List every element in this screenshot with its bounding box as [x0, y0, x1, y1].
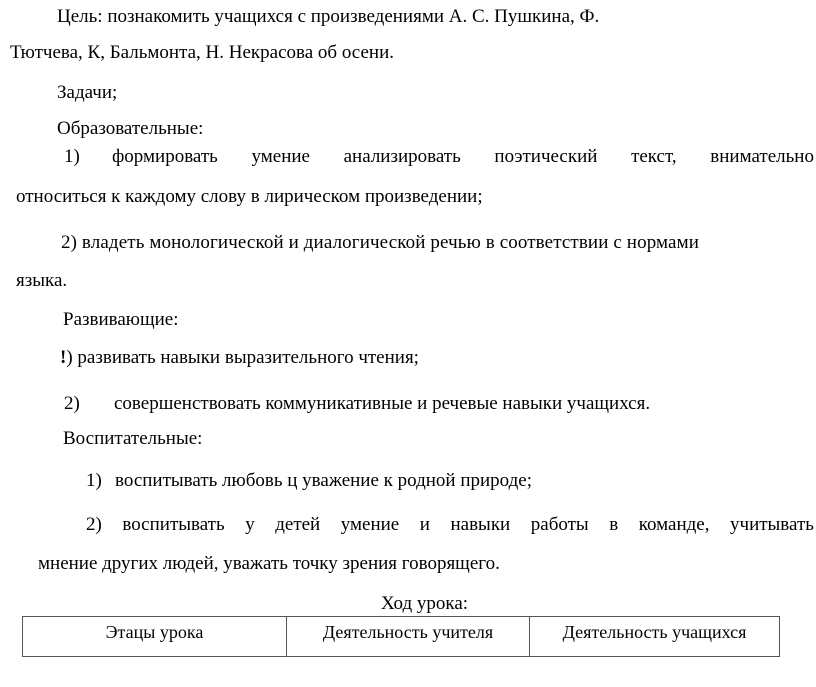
word: детей — [275, 514, 321, 535]
table-header-teacher-activity: Деятельность учителя — [287, 617, 530, 657]
upbringing-item-2-continuation: мнение других людей, уважать точку зрения говорящего. — [38, 553, 500, 574]
developing-item-1-marker: ! — [60, 347, 67, 368]
word: учитывать — [730, 514, 814, 535]
word: анализировать — [343, 146, 461, 167]
lesson-table — [22, 616, 780, 657]
word: текст, — [631, 146, 677, 167]
upbringing-heading: Воспитательные: — [63, 428, 203, 449]
table-row — [23, 617, 780, 657]
word: 2) — [86, 514, 102, 535]
educational-item-1-line — [112, 147, 814, 166]
educational-item-2-continuation: языка. — [16, 270, 68, 291]
tasks-label: Задачи; — [57, 82, 118, 103]
educational-heading: Образовательные: — [57, 118, 204, 139]
developing-item-1-text: ) развивать навыки выразительного чтения; — [66, 347, 419, 368]
developing-item-2-number: 2) — [64, 393, 80, 414]
developing-item-2-text: совершенствовать коммуникативные и речевые навыки учащихся. — [114, 393, 651, 414]
developing-heading: Развивающие: — [63, 309, 179, 330]
goal-line-2: Тютчева, К, Бальмонта, Н. Некрасова об осени. — [10, 42, 394, 63]
word: навыки — [450, 514, 511, 535]
educational-item-1-number: 1) — [64, 146, 80, 167]
word: формировать — [112, 146, 218, 167]
upbringing-item-1-text: воспитывать любовь ц уважение к родной природе; — [115, 470, 533, 491]
goal-line-1: Цель: познакомить учащихся с произведениями А. С. Пушкина, Ф. — [57, 6, 600, 27]
educational-item-2-line: 2) владеть монологической и диалогической речью в соответствии с нормами — [61, 232, 700, 253]
word: у — [245, 514, 255, 535]
lesson-title: Ход урока: — [381, 593, 469, 614]
word: команде, — [638, 514, 710, 535]
table-header-stages: Этацы урока — [23, 617, 287, 657]
word: воспитывать — [122, 514, 225, 535]
word: поэтический — [494, 146, 598, 167]
word: внимательно — [710, 146, 814, 167]
word: в — [609, 514, 619, 535]
word: работы — [530, 514, 589, 535]
word: умение — [251, 146, 310, 167]
word: умение — [340, 514, 400, 535]
educational-item-1-continuation: относиться к каждому слову в лирическом произведении; — [16, 186, 483, 207]
upbringing-item-2-line — [86, 515, 814, 534]
word: и — [419, 514, 430, 535]
developing-item-1 — [60, 348, 419, 367]
table-header-student-activity: Деятельность учащихся — [530, 617, 780, 657]
upbringing-item-1-number: 1) — [86, 470, 102, 491]
